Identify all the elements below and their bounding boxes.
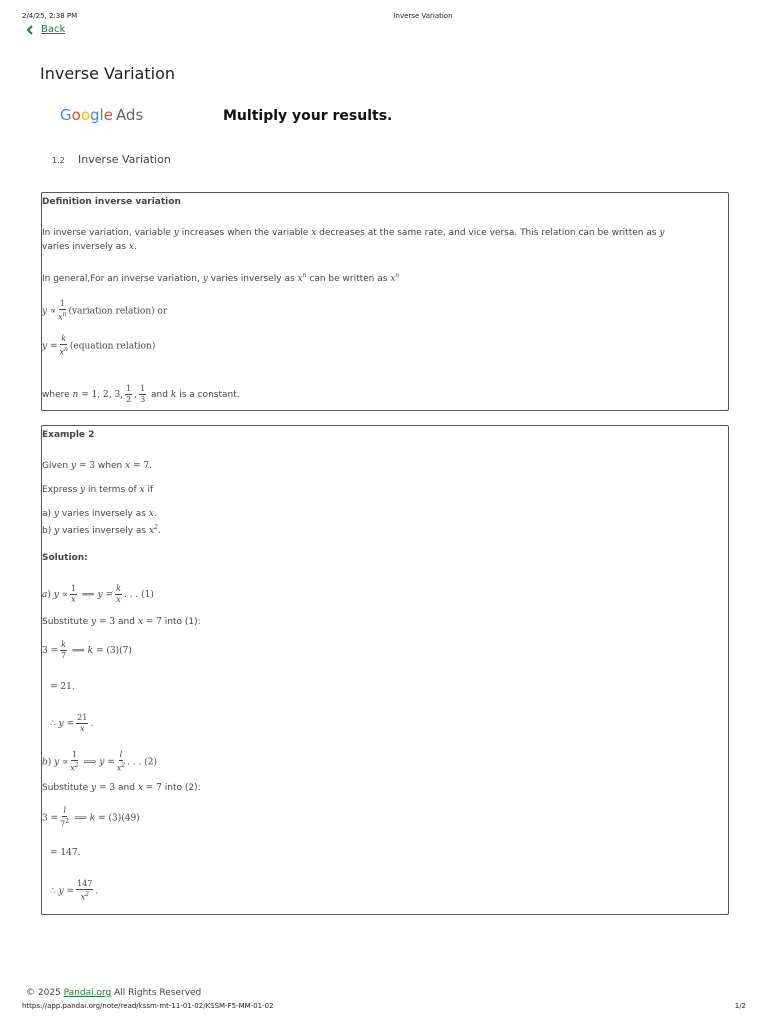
- google-ads-logo: Google Ads: [60, 106, 144, 124]
- definition-paragraph-1-cont: varies inversely as x.: [42, 242, 137, 252]
- ad-tagline[interactable]: Multiply your results.: [223, 108, 393, 124]
- print-url: https://app.pandai.org/note/read/kssm-mt-11-01-02/KSSM-F5-MM-01-02: [22, 1002, 274, 1010]
- back-label[interactable]: Back: [41, 24, 66, 35]
- print-timestamp: 2/4/25, 2:38 PM: [22, 12, 78, 20]
- definition-paragraph-2: In general,For an inverse variation, y varies inversely as $x^n$ can be written as $x^n$: [42, 272, 400, 284]
- back-link[interactable]: [26, 24, 65, 35]
- definition-heading: Definition inverse variation: [42, 197, 181, 207]
- footer-copyright: © 2025 Pandai.org All Rights Reserved: [26, 988, 202, 998]
- solution-b-answer: ∴ y = $\frac{147}{x^2}$ .: [50, 879, 99, 902]
- section-title: Inverse Variation: [78, 153, 171, 166]
- pandai-link[interactable]: Pandai.org: [63, 988, 112, 998]
- example-part-a: a) y varies inversely as x.: [42, 509, 157, 519]
- example-express: Express y in terms of x if: [42, 485, 154, 495]
- solution-b-step-2: 3 = $\frac{l}{7^2}$ ⟹ k = (3)(49): [42, 806, 140, 829]
- example-part-b: b) y varies inversely as $x^2$.: [42, 524, 161, 536]
- definition-paragraph-1: In inverse variation, variable y increases when the variable x decreases at the same rate, and vice versa. This relation can be written as y: [42, 228, 665, 238]
- print-page-number: 1/2: [734, 1002, 746, 1010]
- variation-relation: y ∝ $\frac{1}{x^n}$ (variation relation) or: [42, 299, 168, 322]
- example-heading: Example 2: [42, 430, 95, 440]
- google-ads-banner[interactable]: [60, 104, 460, 132]
- page-title: Inverse Variation: [40, 64, 175, 83]
- example-box: [41, 425, 729, 915]
- solution-label: Solution:: [42, 553, 88, 563]
- section-number: 1.2: [52, 156, 65, 165]
- solution-a-substitute: Substitute y = 3 and x = 7 into (1):: [42, 617, 201, 627]
- section-heading: [52, 153, 171, 166]
- definition-box: [41, 192, 729, 411]
- solution-b-substitute: Substitute y = 3 and x = 7 into (2):: [42, 783, 201, 793]
- definition-where: where n = 1, 2, 3, $\frac{1}{2}$ , $\frac{1}{3}$ and k is a constant.: [42, 384, 240, 404]
- solution-b-result: = 147.: [50, 848, 81, 858]
- solution-b-step-1: b) y ∝ $\frac{1}{x^2}$ ⟹ y = $\frac{l}{x^2}$ . . . (2): [42, 750, 157, 773]
- solution-a-step-1: a) y ∝ $\frac{1}{x}$ ⟹ y = $\frac{k}{x}$ . . . (1): [42, 584, 154, 604]
- chevron-left-icon: [26, 25, 33, 35]
- print-header: [0, 12, 768, 24]
- example-given: Given y = 3 when x = 7.: [42, 461, 153, 471]
- equation-relation: y = $\frac{k}{x^n}$ (equation relation): [42, 334, 156, 357]
- solution-a-result: = 21.: [50, 682, 75, 692]
- print-title: Inverse Variation: [393, 12, 453, 20]
- solution-a-step-2: 3 = $\frac{k}{7}$ ⟹ k = (3)(7): [42, 640, 132, 660]
- solution-a-answer: ∴ y = $\frac{21}{x}$ .: [50, 713, 94, 733]
